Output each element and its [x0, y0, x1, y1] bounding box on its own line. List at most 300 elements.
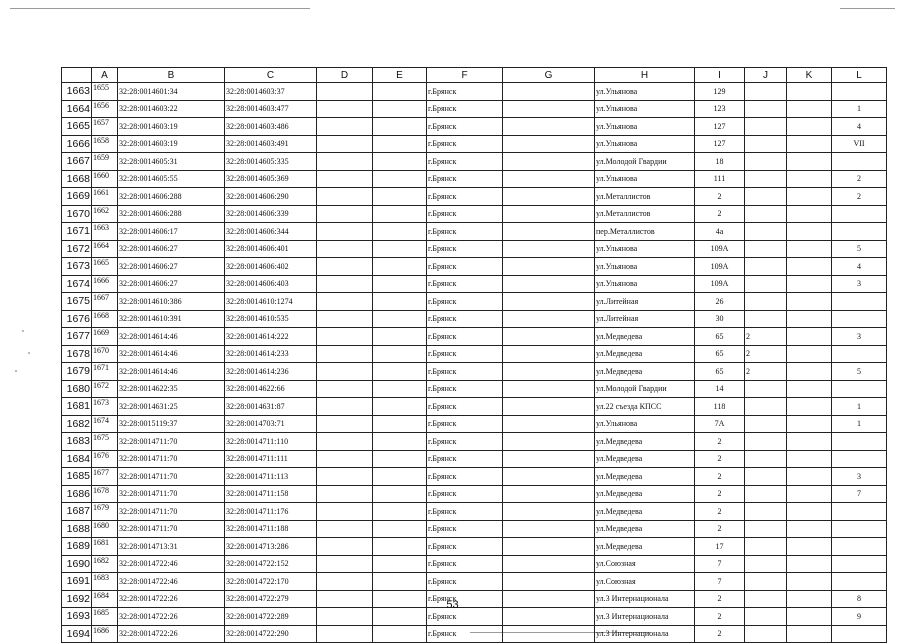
row-number[interactable]: 1679 — [62, 363, 92, 381]
row-number[interactable]: 1665 — [62, 118, 92, 136]
cell-l[interactable] — [832, 223, 887, 241]
row-number[interactable]: 1686 — [62, 485, 92, 503]
cell-f[interactable]: г.Брянск — [427, 625, 503, 643]
cell-g[interactable] — [503, 520, 595, 538]
cell-g[interactable] — [503, 223, 595, 241]
cell-k[interactable] — [787, 275, 832, 293]
cell-e[interactable] — [373, 135, 427, 153]
cell-g[interactable] — [503, 328, 595, 346]
column-header-j[interactable]: J — [745, 68, 787, 83]
row-number[interactable]: 1666 — [62, 135, 92, 153]
cell-d[interactable] — [317, 520, 373, 538]
cell-i[interactable]: 2 — [695, 188, 745, 206]
cell-j[interactable] — [745, 153, 787, 171]
cell-k[interactable] — [787, 258, 832, 276]
column-header-g[interactable]: G — [503, 68, 595, 83]
cell-e[interactable] — [373, 310, 427, 328]
cell-a[interactable]: 1658 — [92, 135, 118, 153]
cell-l[interactable]: 1 — [832, 415, 887, 433]
cell-l[interactable] — [832, 520, 887, 538]
cell-i[interactable]: 109А — [695, 240, 745, 258]
cell-l[interactable]: 2 — [832, 170, 887, 188]
cell-e[interactable] — [373, 573, 427, 591]
cell-j[interactable]: 2 — [745, 328, 787, 346]
row-number[interactable]: 1689 — [62, 538, 92, 556]
cell-l[interactable]: 5 — [832, 363, 887, 381]
column-header-a[interactable]: A — [92, 68, 118, 83]
cell-f[interactable]: г.Брянск — [427, 170, 503, 188]
cell-k[interactable] — [787, 240, 832, 258]
cell-c[interactable]: 32:28:0014711:176 — [225, 503, 317, 521]
cell-e[interactable] — [373, 468, 427, 486]
cell-d[interactable] — [317, 135, 373, 153]
cell-b[interactable]: 32:28:0014614:46 — [118, 363, 225, 381]
cell-g[interactable] — [503, 205, 595, 223]
cell-a[interactable]: 1655 — [92, 83, 118, 101]
cell-h[interactable]: ул.Союзная — [595, 555, 695, 573]
cell-e[interactable] — [373, 450, 427, 468]
cell-k[interactable] — [787, 433, 832, 451]
cell-f[interactable]: г.Брянск — [427, 205, 503, 223]
cell-i[interactable]: 2 — [695, 608, 745, 626]
row-number[interactable]: 1693 — [62, 608, 92, 626]
cell-b[interactable]: 32:28:0014722:26 — [118, 590, 225, 608]
cell-b[interactable]: 32:28:0014713:31 — [118, 538, 225, 556]
cell-i[interactable]: 26 — [695, 293, 745, 311]
row-number[interactable]: 1688 — [62, 520, 92, 538]
cell-k[interactable] — [787, 170, 832, 188]
row-number[interactable]: 1669 — [62, 188, 92, 206]
cell-c[interactable]: 32:28:0014606:344 — [225, 223, 317, 241]
cell-a[interactable]: 1674 — [92, 415, 118, 433]
cell-f[interactable]: г.Брянск — [427, 240, 503, 258]
cell-i[interactable]: 2 — [695, 503, 745, 521]
cell-h[interactable]: ул.Молодой Гвардии — [595, 153, 695, 171]
cell-j[interactable] — [745, 485, 787, 503]
cell-a[interactable]: 1685 — [92, 608, 118, 626]
cell-c[interactable]: 32:28:0014603:477 — [225, 100, 317, 118]
cell-g[interactable] — [503, 538, 595, 556]
cell-a[interactable]: 1665 — [92, 258, 118, 276]
cell-f[interactable]: г.Брянск — [427, 590, 503, 608]
cell-e[interactable] — [373, 153, 427, 171]
cell-a[interactable]: 1669 — [92, 328, 118, 346]
cell-a[interactable]: 1672 — [92, 380, 118, 398]
cell-f[interactable]: г.Брянск — [427, 503, 503, 521]
row-number[interactable]: 1668 — [62, 170, 92, 188]
cell-h[interactable]: ул.Медведева — [595, 433, 695, 451]
column-header-k[interactable]: K — [787, 68, 832, 83]
cell-d[interactable] — [317, 100, 373, 118]
cell-e[interactable] — [373, 275, 427, 293]
cell-l[interactable]: 3 — [832, 468, 887, 486]
cell-e[interactable] — [373, 520, 427, 538]
cell-g[interactable] — [503, 398, 595, 416]
cell-f[interactable]: г.Брянск — [427, 118, 503, 136]
cell-k[interactable] — [787, 538, 832, 556]
cell-e[interactable] — [373, 328, 427, 346]
cell-l[interactable]: 4 — [832, 258, 887, 276]
cell-j[interactable] — [745, 223, 787, 241]
cell-i[interactable]: 127 — [695, 135, 745, 153]
row-number[interactable]: 1667 — [62, 153, 92, 171]
cell-c[interactable]: 32:28:0014603:37 — [225, 83, 317, 101]
column-header-c[interactable]: C — [225, 68, 317, 83]
cell-l[interactable]: 1 — [832, 398, 887, 416]
cell-f[interactable]: г.Брянск — [427, 345, 503, 363]
cell-f[interactable]: г.Брянск — [427, 188, 503, 206]
cell-l[interactable] — [832, 83, 887, 101]
cell-a[interactable]: 1684 — [92, 590, 118, 608]
cell-c[interactable]: 32:28:0014713:286 — [225, 538, 317, 556]
cell-f[interactable]: г.Брянск — [427, 573, 503, 591]
cell-a[interactable]: 1666 — [92, 275, 118, 293]
cell-j[interactable] — [745, 450, 787, 468]
row-number[interactable]: 1691 — [62, 573, 92, 591]
cell-k[interactable] — [787, 485, 832, 503]
cell-i[interactable]: 7 — [695, 573, 745, 591]
cell-a[interactable]: 1662 — [92, 205, 118, 223]
cell-h[interactable]: ул.Молодой Гвардии — [595, 380, 695, 398]
cell-i[interactable]: 123 — [695, 100, 745, 118]
row-number[interactable]: 1687 — [62, 503, 92, 521]
row-number[interactable]: 1680 — [62, 380, 92, 398]
cell-g[interactable] — [503, 170, 595, 188]
row-number[interactable]: 1673 — [62, 258, 92, 276]
cell-c[interactable]: 32:28:0014610:535 — [225, 310, 317, 328]
cell-d[interactable] — [317, 240, 373, 258]
cell-i[interactable]: 127 — [695, 118, 745, 136]
cell-k[interactable] — [787, 450, 832, 468]
cell-j[interactable] — [745, 100, 787, 118]
cell-b[interactable]: 32:28:0014606:27 — [118, 275, 225, 293]
cell-e[interactable] — [373, 380, 427, 398]
cell-l[interactable]: 9 — [832, 608, 887, 626]
cell-h[interactable]: ул.Ульянова — [595, 100, 695, 118]
cell-i[interactable]: 2 — [695, 485, 745, 503]
cell-d[interactable] — [317, 573, 373, 591]
cell-j[interactable] — [745, 293, 787, 311]
cell-i[interactable]: 129 — [695, 83, 745, 101]
cell-c[interactable]: 32:28:0014722:152 — [225, 555, 317, 573]
cell-e[interactable] — [373, 100, 427, 118]
cell-g[interactable] — [503, 188, 595, 206]
cell-b[interactable]: 32:28:0014711:70 — [118, 468, 225, 486]
cell-d[interactable] — [317, 468, 373, 486]
cell-c[interactable]: 32:28:0014703:71 — [225, 415, 317, 433]
row-number[interactable]: 1681 — [62, 398, 92, 416]
cell-h[interactable]: ул.Медведева — [595, 503, 695, 521]
cell-k[interactable] — [787, 398, 832, 416]
cell-l[interactable] — [832, 573, 887, 591]
cell-h[interactable]: ул.Медведева — [595, 363, 695, 381]
cell-d[interactable] — [317, 153, 373, 171]
cell-a[interactable]: 1678 — [92, 485, 118, 503]
column-header-h[interactable]: H — [595, 68, 695, 83]
cell-i[interactable]: 2 — [695, 590, 745, 608]
cell-c[interactable]: 32:28:0014610:1274 — [225, 293, 317, 311]
cell-g[interactable] — [503, 258, 595, 276]
row-number[interactable]: 1664 — [62, 100, 92, 118]
cell-c[interactable]: 32:28:0014605:335 — [225, 153, 317, 171]
cell-f[interactable]: г.Брянск — [427, 450, 503, 468]
cell-e[interactable] — [373, 345, 427, 363]
cell-l[interactable] — [832, 555, 887, 573]
cell-l[interactable]: 2 — [832, 188, 887, 206]
cell-b[interactable]: 32:28:0014603:19 — [118, 118, 225, 136]
cell-l[interactable] — [832, 380, 887, 398]
cell-b[interactable]: 32:28:0014603:19 — [118, 135, 225, 153]
cell-c[interactable]: 32:28:0014605:369 — [225, 170, 317, 188]
cell-b[interactable]: 32:28:0014711:70 — [118, 450, 225, 468]
cell-d[interactable] — [317, 363, 373, 381]
cell-f[interactable]: г.Брянск — [427, 328, 503, 346]
cell-g[interactable] — [503, 240, 595, 258]
cell-e[interactable] — [373, 555, 427, 573]
cell-f[interactable]: г.Брянск — [427, 310, 503, 328]
cell-a[interactable]: 1680 — [92, 520, 118, 538]
cell-c[interactable]: 32:28:0014614:233 — [225, 345, 317, 363]
cell-g[interactable] — [503, 345, 595, 363]
cell-h[interactable]: ул.Медведева — [595, 520, 695, 538]
cell-b[interactable]: 32:28:0015119:37 — [118, 415, 225, 433]
cell-j[interactable] — [745, 188, 787, 206]
cell-k[interactable] — [787, 310, 832, 328]
cell-c[interactable]: 32:28:0014603:491 — [225, 135, 317, 153]
cell-b[interactable]: 32:28:0014603:22 — [118, 100, 225, 118]
cell-e[interactable] — [373, 503, 427, 521]
row-number[interactable]: 1692 — [62, 590, 92, 608]
cell-k[interactable] — [787, 205, 832, 223]
cell-f[interactable]: г.Брянск — [427, 293, 503, 311]
cell-k[interactable] — [787, 363, 832, 381]
cell-e[interactable] — [373, 205, 427, 223]
cell-g[interactable] — [503, 310, 595, 328]
cell-f[interactable]: г.Брянск — [427, 433, 503, 451]
cell-d[interactable] — [317, 503, 373, 521]
cell-h[interactable]: ул.3 Интернационала — [595, 590, 695, 608]
cell-c[interactable]: 32:28:0014606:401 — [225, 240, 317, 258]
column-header-e[interactable]: E — [373, 68, 427, 83]
cell-k[interactable] — [787, 100, 832, 118]
cell-l[interactable]: 3 — [832, 328, 887, 346]
cell-j[interactable] — [745, 468, 787, 486]
cell-i[interactable]: 14 — [695, 380, 745, 398]
cell-b[interactable]: 32:28:0014606:27 — [118, 258, 225, 276]
cell-i[interactable]: 65 — [695, 345, 745, 363]
cell-l[interactable] — [832, 153, 887, 171]
cell-g[interactable] — [503, 573, 595, 591]
cell-e[interactable] — [373, 433, 427, 451]
cell-f[interactable]: г.Брянск — [427, 275, 503, 293]
cell-c[interactable]: 32:28:0014606:339 — [225, 205, 317, 223]
cell-e[interactable] — [373, 223, 427, 241]
column-header-i[interactable]: I — [695, 68, 745, 83]
cell-i[interactable]: 2 — [695, 205, 745, 223]
cell-c[interactable]: 32:28:0014606:402 — [225, 258, 317, 276]
cell-c[interactable]: 32:28:0014722:279 — [225, 590, 317, 608]
cell-h[interactable]: ул.Медведева — [595, 450, 695, 468]
cell-j[interactable] — [745, 275, 787, 293]
cell-f[interactable]: г.Брянск — [427, 153, 503, 171]
cell-d[interactable] — [317, 485, 373, 503]
cell-i[interactable]: 111 — [695, 170, 745, 188]
cell-j[interactable] — [745, 310, 787, 328]
cell-f[interactable]: г.Брянск — [427, 398, 503, 416]
cell-i[interactable]: 2 — [695, 625, 745, 643]
cell-e[interactable] — [373, 293, 427, 311]
cell-e[interactable] — [373, 363, 427, 381]
cell-f[interactable]: г.Брянск — [427, 100, 503, 118]
cell-k[interactable] — [787, 555, 832, 573]
cell-i[interactable]: 65 — [695, 328, 745, 346]
cell-e[interactable] — [373, 415, 427, 433]
cell-d[interactable] — [317, 83, 373, 101]
cell-d[interactable] — [317, 258, 373, 276]
cell-h[interactable]: ул.Медведева — [595, 485, 695, 503]
cell-e[interactable] — [373, 240, 427, 258]
cell-a[interactable]: 1667 — [92, 293, 118, 311]
cell-h[interactable]: ул.Медведева — [595, 345, 695, 363]
cell-k[interactable] — [787, 118, 832, 136]
cell-b[interactable]: 32:28:0014722:26 — [118, 625, 225, 643]
cell-h[interactable]: ул.22 съезда КПСС — [595, 398, 695, 416]
cell-k[interactable] — [787, 415, 832, 433]
cell-i[interactable]: 118 — [695, 398, 745, 416]
cell-h[interactable]: ул.Ульянова — [595, 415, 695, 433]
cell-i[interactable]: 2 — [695, 433, 745, 451]
row-number[interactable]: 1675 — [62, 293, 92, 311]
cell-g[interactable] — [503, 118, 595, 136]
cell-j[interactable] — [745, 83, 787, 101]
cell-j[interactable]: 2 — [745, 345, 787, 363]
cell-b[interactable]: 32:28:0014622:35 — [118, 380, 225, 398]
cell-h[interactable]: ул.Ульянова — [595, 240, 695, 258]
cell-h[interactable]: ул.Ульянова — [595, 135, 695, 153]
cell-a[interactable]: 1673 — [92, 398, 118, 416]
cell-f[interactable]: г.Брянск — [427, 485, 503, 503]
cell-b[interactable]: 32:28:0014606:17 — [118, 223, 225, 241]
cell-d[interactable] — [317, 415, 373, 433]
cell-g[interactable] — [503, 503, 595, 521]
corner-cell[interactable] — [62, 68, 92, 83]
cell-h[interactable]: пер.Металлистов — [595, 223, 695, 241]
cell-i[interactable]: 18 — [695, 153, 745, 171]
cell-i[interactable]: 2 — [695, 468, 745, 486]
cell-g[interactable] — [503, 293, 595, 311]
cell-i[interactable]: 109А — [695, 258, 745, 276]
cell-g[interactable] — [503, 153, 595, 171]
cell-a[interactable]: 1675 — [92, 433, 118, 451]
cell-f[interactable]: г.Брянск — [427, 223, 503, 241]
cell-d[interactable] — [317, 328, 373, 346]
cell-f[interactable]: г.Брянск — [427, 135, 503, 153]
cell-d[interactable] — [317, 398, 373, 416]
cell-c[interactable]: 32:28:0014722:170 — [225, 573, 317, 591]
cell-e[interactable] — [373, 398, 427, 416]
cell-a[interactable]: 1686 — [92, 625, 118, 643]
row-number[interactable]: 1683 — [62, 433, 92, 451]
cell-k[interactable] — [787, 345, 832, 363]
cell-j[interactable] — [745, 135, 787, 153]
row-number[interactable]: 1677 — [62, 328, 92, 346]
cell-c[interactable]: 32:28:0014603:486 — [225, 118, 317, 136]
row-number[interactable]: 1690 — [62, 555, 92, 573]
cell-b[interactable]: 32:28:0014610:391 — [118, 310, 225, 328]
cell-h[interactable]: ул.3 Интернационала — [595, 625, 695, 643]
cell-a[interactable]: 1663 — [92, 223, 118, 241]
row-number[interactable]: 1670 — [62, 205, 92, 223]
cell-j[interactable] — [745, 415, 787, 433]
cell-d[interactable] — [317, 223, 373, 241]
cell-d[interactable] — [317, 118, 373, 136]
cell-g[interactable] — [503, 275, 595, 293]
cell-k[interactable] — [787, 468, 832, 486]
cell-c[interactable]: 32:28:0014631:87 — [225, 398, 317, 416]
cell-a[interactable]: 1683 — [92, 573, 118, 591]
cell-c[interactable]: 32:28:0014711:111 — [225, 450, 317, 468]
row-number[interactable]: 1671 — [62, 223, 92, 241]
cell-a[interactable]: 1660 — [92, 170, 118, 188]
cell-h[interactable]: ул.Металлистов — [595, 205, 695, 223]
cell-b[interactable]: 32:28:0014722:26 — [118, 608, 225, 626]
cell-l[interactable] — [832, 433, 887, 451]
cell-g[interactable] — [503, 100, 595, 118]
cell-l[interactable] — [832, 345, 887, 363]
cell-i[interactable]: 109А — [695, 275, 745, 293]
cell-d[interactable] — [317, 380, 373, 398]
cell-k[interactable] — [787, 293, 832, 311]
cell-k[interactable] — [787, 520, 832, 538]
cell-j[interactable]: 2 — [745, 363, 787, 381]
cell-a[interactable]: 1682 — [92, 555, 118, 573]
cell-j[interactable] — [745, 170, 787, 188]
cell-i[interactable]: 7 — [695, 555, 745, 573]
cell-d[interactable] — [317, 345, 373, 363]
cell-b[interactable]: 32:28:0014722:46 — [118, 573, 225, 591]
cell-l[interactable] — [832, 205, 887, 223]
cell-g[interactable] — [503, 450, 595, 468]
cell-i[interactable]: 17 — [695, 538, 745, 556]
cell-l[interactable]: 7 — [832, 485, 887, 503]
cell-h[interactable]: ул.Медведева — [595, 468, 695, 486]
cell-g[interactable] — [503, 135, 595, 153]
cell-e[interactable] — [373, 188, 427, 206]
cell-i[interactable]: 7А — [695, 415, 745, 433]
cell-g[interactable] — [503, 415, 595, 433]
cell-a[interactable]: 1671 — [92, 363, 118, 381]
cell-i[interactable]: 65 — [695, 363, 745, 381]
cell-j[interactable] — [745, 398, 787, 416]
cell-h[interactable]: ул.Металлистов — [595, 188, 695, 206]
cell-h[interactable]: ул.Литейная — [595, 310, 695, 328]
cell-f[interactable]: г.Брянск — [427, 258, 503, 276]
cell-e[interactable] — [373, 538, 427, 556]
cell-a[interactable]: 1668 — [92, 310, 118, 328]
row-number[interactable]: 1674 — [62, 275, 92, 293]
row-number[interactable]: 1672 — [62, 240, 92, 258]
row-number[interactable]: 1678 — [62, 345, 92, 363]
cell-c[interactable]: 32:28:0014711:158 — [225, 485, 317, 503]
cell-j[interactable] — [745, 205, 787, 223]
row-number[interactable]: 1676 — [62, 310, 92, 328]
cell-b[interactable]: 32:28:0014711:70 — [118, 503, 225, 521]
cell-j[interactable] — [745, 118, 787, 136]
cell-e[interactable] — [373, 258, 427, 276]
row-number[interactable]: 1685 — [62, 468, 92, 486]
cell-k[interactable] — [787, 83, 832, 101]
cell-j[interactable] — [745, 555, 787, 573]
